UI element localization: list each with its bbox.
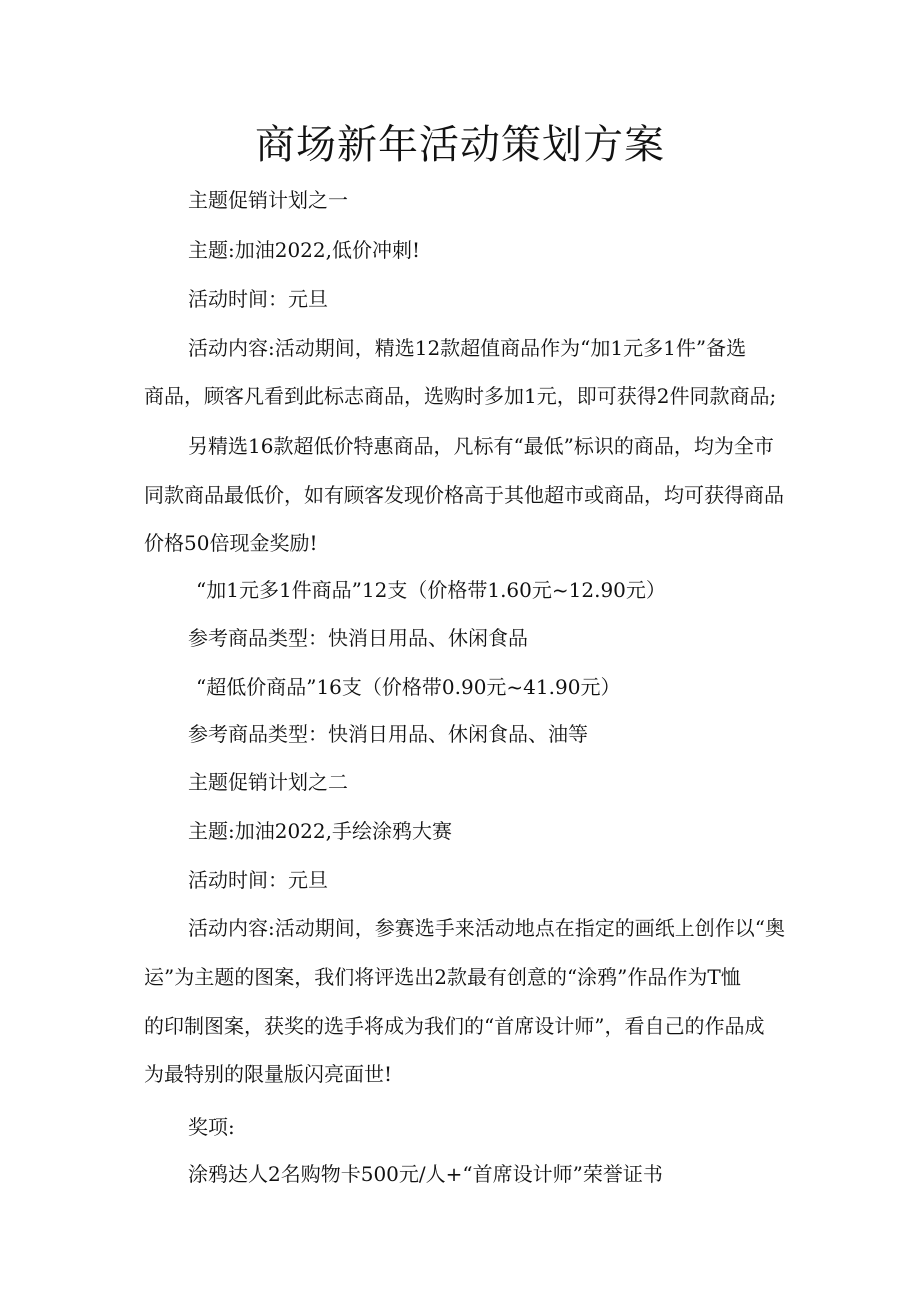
plus-one-goods-spec: “加1元多1件商品”12支（价格带1.60元~12.90元） xyxy=(196,578,666,602)
plan-one-theme: 主题:加油2022,低价冲刺! xyxy=(188,238,421,262)
plan-one-content-line-4: 同款商品最低价，如有顾客发现价格高于其他超市或商品，均可获得商品 xyxy=(144,483,784,507)
plan-two-content-line-3: 的印制图案，获奖的选手将成为我们的“首席设计师”，看自己的作品成 xyxy=(144,1014,765,1038)
ultra-low-goods-spec: “超低价商品”16支（价格带0.90元~41.90元） xyxy=(196,675,621,699)
award-graffiti-master: 涂鸦达人2名购物卡500元/人+“首席设计师”荣誉证书 xyxy=(188,1162,663,1186)
plan-one-content-line-3: 另精选16款超低价特惠商品，凡标有“最低”标识的商品，均为全市 xyxy=(188,434,774,458)
plan-one-time: 活动时间：元旦 xyxy=(188,287,328,311)
document-title: 商场新年活动策划方案 xyxy=(255,122,665,168)
section-heading-plan-two: 主题促销计划之二 xyxy=(188,770,348,794)
plus-one-goods-types: 参考商品类型：快消日用品、休闲食品 xyxy=(188,626,528,650)
plan-two-time: 活动时间：元旦 xyxy=(188,868,328,892)
plan-one-content-line-2: 商品，顾客凡看到此标志商品，选购时多加1元，即可获得2件同款商品; xyxy=(144,384,777,408)
section-heading-plan-one: 主题促销计划之一 xyxy=(188,188,348,212)
plan-one-content-line-1: 活动内容:活动期间，精选12款超值商品作为“加1元多1件”备选 xyxy=(188,336,747,360)
plan-one-content-line-5: 价格50倍现金奖励! xyxy=(144,531,318,555)
plan-two-content-line-2: 运”为主题的图案，我们将评选出2款最有创意的“涂鸦”作品作为T恤 xyxy=(144,965,741,989)
ultra-low-goods-types: 参考商品类型：快消日用品、休闲食品、油等 xyxy=(188,722,588,746)
awards-heading: 奖项: xyxy=(188,1115,235,1139)
plan-two-content-line-4: 为最特别的限量版闪亮面世! xyxy=(144,1062,393,1086)
plan-two-content-line-1: 活动内容:活动期间，参赛选手来活动地点在指定的画纸上创作以“奥 xyxy=(188,916,785,940)
plan-two-theme: 主题:加油2022,手绘涂鸦大赛 xyxy=(188,819,452,843)
